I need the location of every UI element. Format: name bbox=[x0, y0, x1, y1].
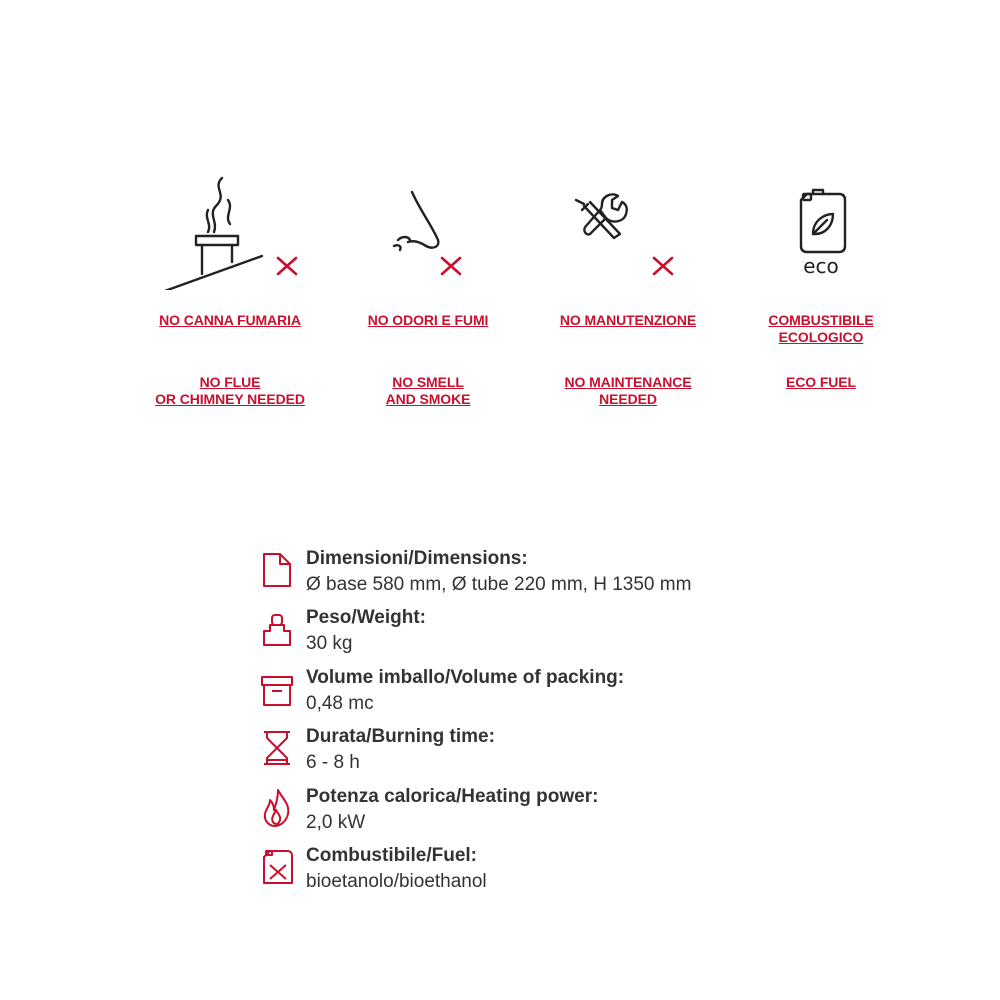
caption-en bbox=[328, 374, 528, 408]
caption-it-line-2: ECOLOGICO bbox=[778, 329, 864, 345]
caption-en-line-2: AND SMOKE bbox=[385, 391, 471, 407]
caption-it-line-1: COMBUSTIBILE bbox=[768, 312, 874, 328]
tools-icon bbox=[528, 170, 728, 290]
spec-burning-time bbox=[258, 724, 778, 783]
caption-it: NO CANNA FUMARIA bbox=[159, 312, 301, 328]
caption-it: NO ODORI E FUMI bbox=[367, 312, 489, 328]
spec-packing-volume bbox=[258, 665, 778, 724]
spec-value: 0,48 mc bbox=[306, 692, 374, 714]
caption-en-line-2: OR CHIMNEY NEEDED bbox=[155, 391, 305, 407]
spec-value: 6 - 8 h bbox=[306, 752, 360, 774]
eco-label: eco bbox=[803, 254, 839, 278]
feature-no-maintenance bbox=[528, 170, 728, 408]
caption-it: NO MANUTENZIONE bbox=[559, 312, 697, 328]
specs-list bbox=[258, 546, 778, 902]
spec-heating-power bbox=[258, 784, 778, 843]
feature-eco-fuel bbox=[721, 170, 921, 391]
spec-value: Ø base 580 mm, Ø tube 220 mm, H 1350 mm bbox=[306, 574, 692, 595]
caption-en-line-1: NO FLUE bbox=[199, 374, 261, 390]
spec-value: 2,0 kW bbox=[306, 811, 366, 833]
chimney-icon bbox=[130, 170, 330, 290]
spec-dimensions bbox=[258, 546, 778, 605]
caption-en bbox=[528, 374, 728, 408]
spec-title: Volume imballo/Volume of packing: bbox=[306, 666, 625, 688]
eco-fuel-icon bbox=[721, 170, 921, 290]
spec-title: Combustibile/Fuel: bbox=[306, 844, 477, 866]
caption-en-line-1: NO MAINTENANCE bbox=[564, 374, 692, 390]
spec-weight bbox=[258, 605, 778, 664]
spec-fuel bbox=[258, 843, 778, 902]
spec-title: Dimensioni/Dimensions: bbox=[306, 548, 528, 569]
document-icon bbox=[258, 550, 296, 590]
caption-en bbox=[721, 374, 921, 391]
caption-en-line-1: NO SMELL bbox=[392, 374, 464, 390]
caption-en bbox=[130, 374, 330, 408]
flame-icon bbox=[258, 788, 296, 828]
spec-title: Potenza calorica/Heating power: bbox=[306, 785, 599, 807]
weight-icon bbox=[258, 609, 296, 649]
hourglass-icon bbox=[258, 728, 296, 768]
caption-it bbox=[721, 312, 921, 346]
jerrycan-icon bbox=[258, 847, 296, 887]
spec-value: 30 kg bbox=[306, 633, 353, 655]
spec-title: Peso/Weight: bbox=[306, 607, 426, 629]
box-icon bbox=[258, 669, 296, 709]
caption-en-line-1: ECO FUEL bbox=[786, 374, 856, 390]
caption-en-line-2: NEEDED bbox=[599, 391, 657, 407]
feature-no-flue bbox=[130, 170, 330, 408]
feature-no-smell bbox=[328, 170, 528, 408]
spec-title: Durata/Burning time: bbox=[306, 726, 495, 748]
spec-value: bioetanolo/bioethanol bbox=[306, 870, 487, 892]
nose-icon bbox=[328, 170, 528, 290]
